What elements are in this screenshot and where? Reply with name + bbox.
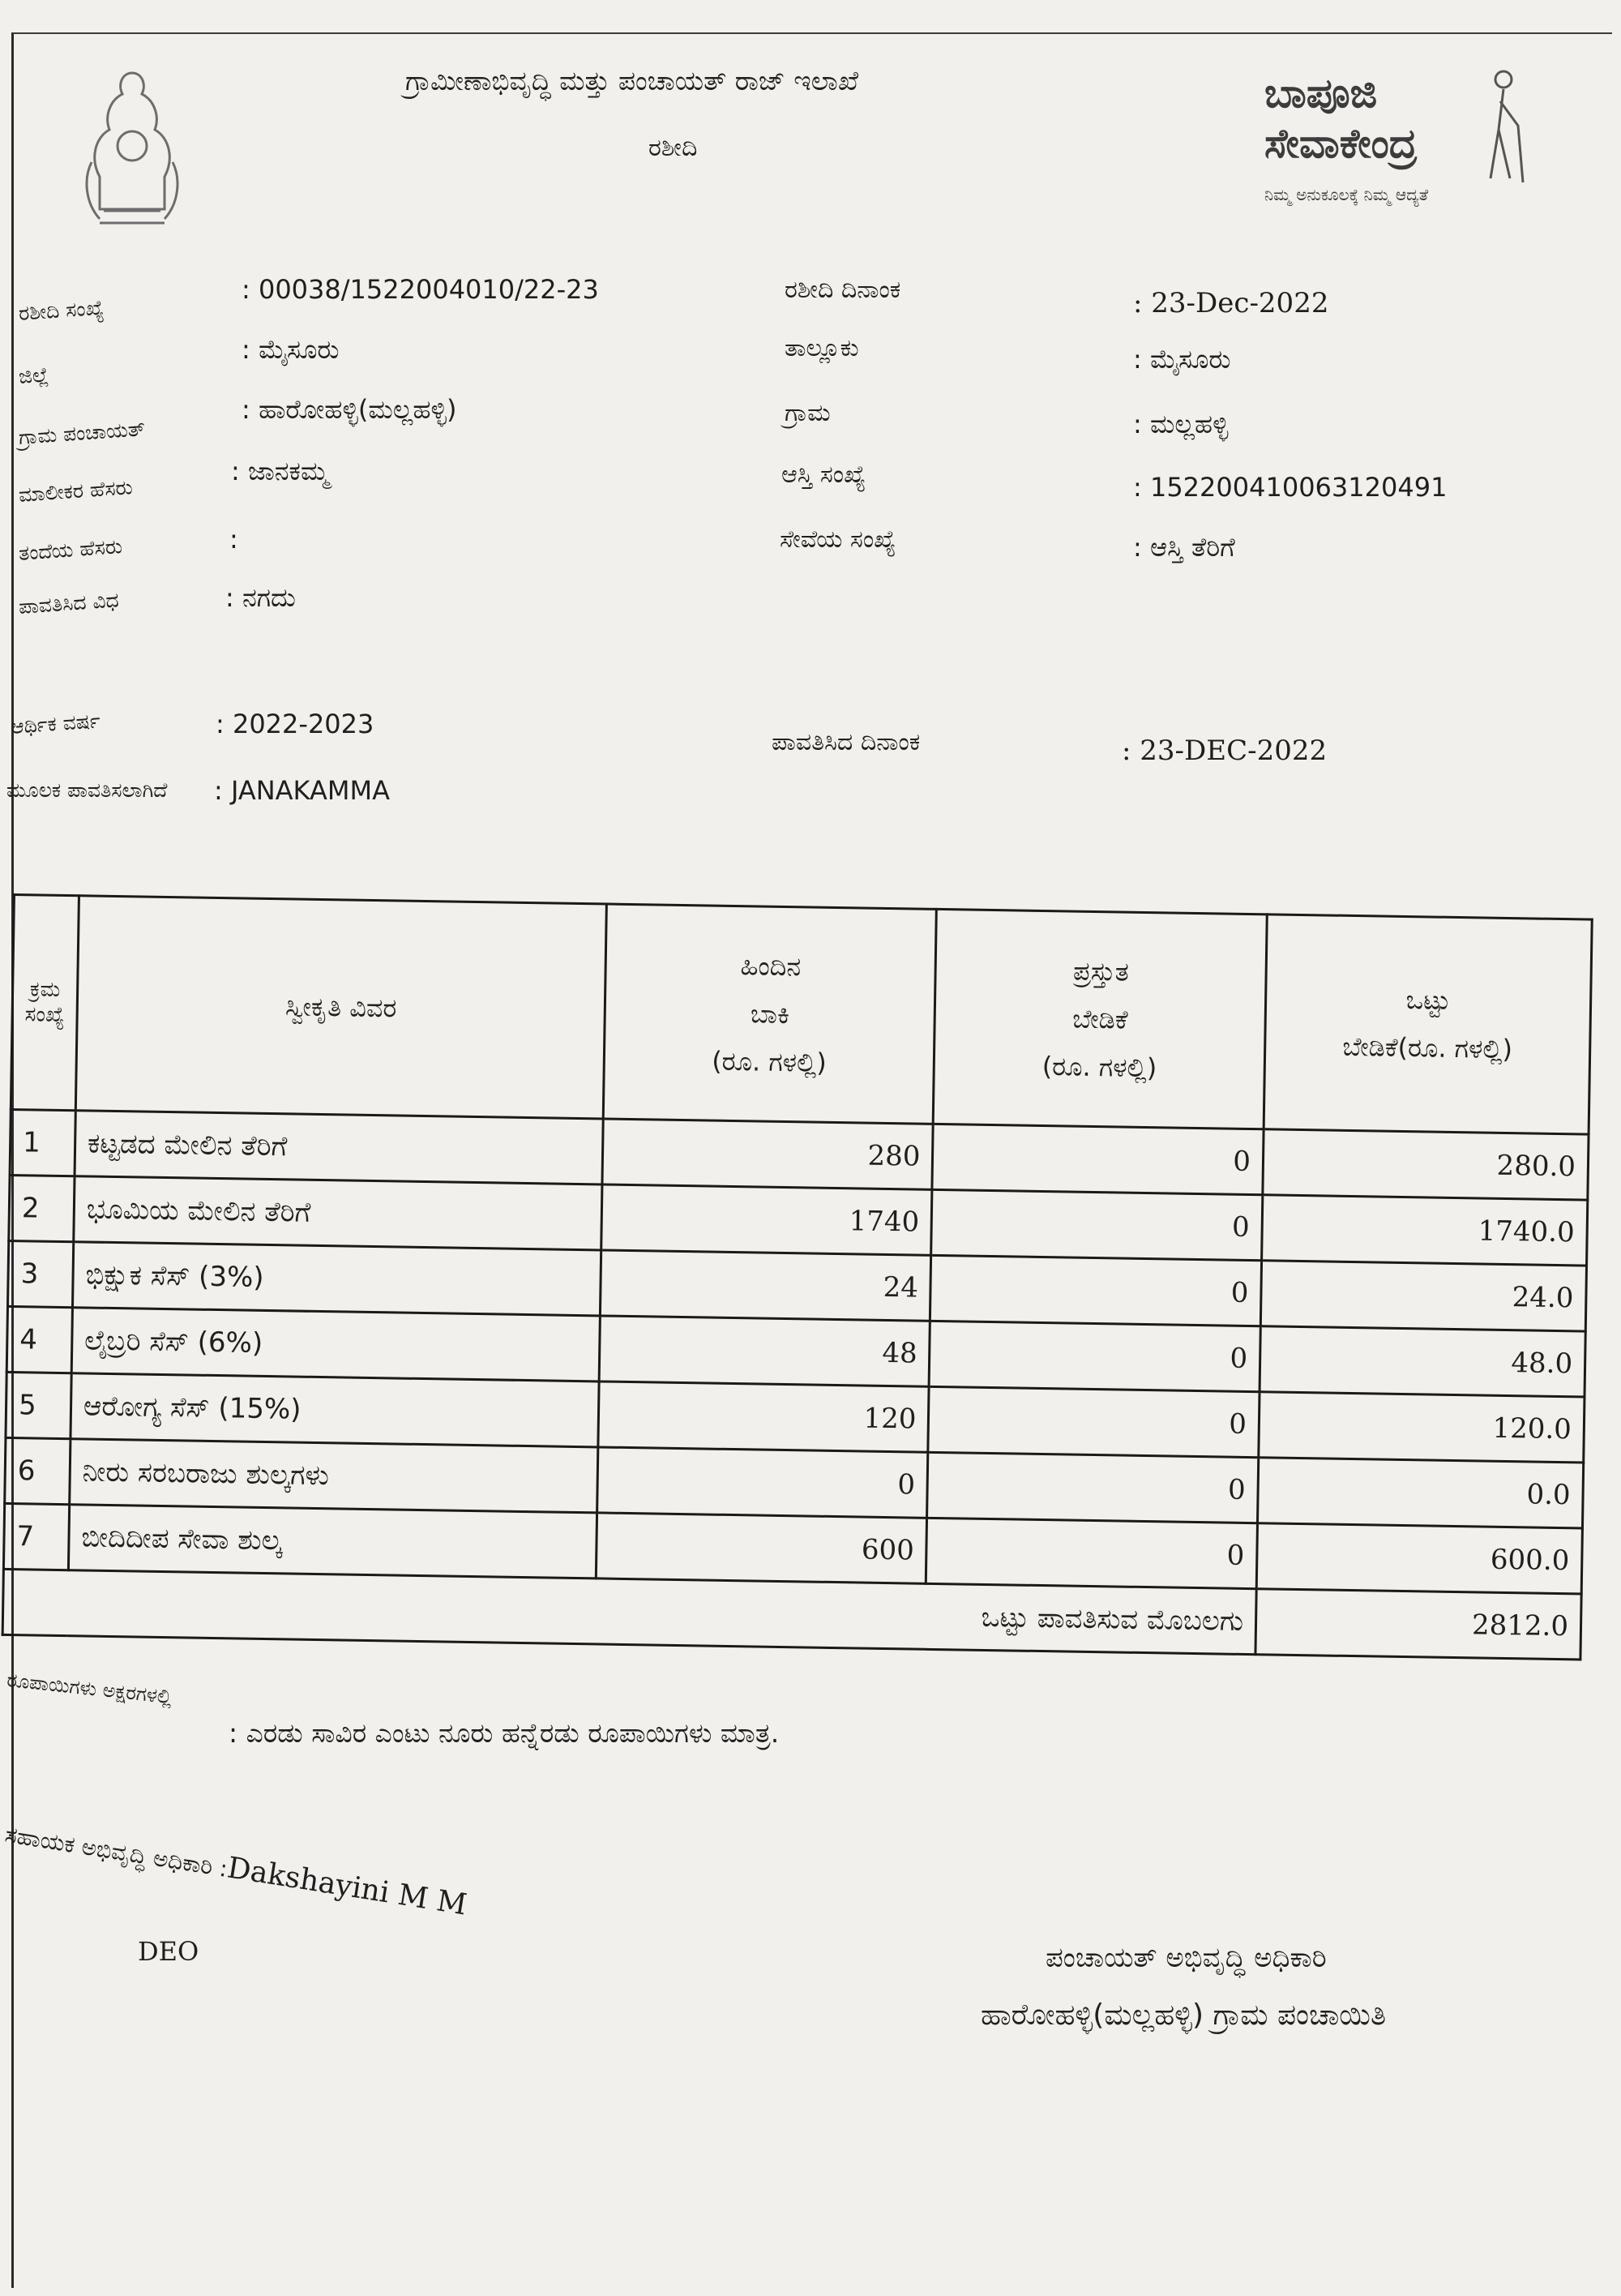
row-desc: ಭೂಮಿಯ ಮೇಲಿನ ತೆರಿಗೆ: [74, 1176, 602, 1250]
taluk-label: ತಾಲ್ಲೂಕು: [785, 334, 859, 362]
row-curr: 0: [931, 1189, 1263, 1260]
row-prev: 120: [598, 1381, 930, 1452]
row-sl: 6: [5, 1437, 71, 1504]
row-total: 120.0: [1259, 1392, 1585, 1463]
col-previous-balance: [603, 904, 937, 1124]
row-sl: 1: [10, 1109, 75, 1176]
paid-date-value: : 23-DEC-2022: [1122, 735, 1328, 767]
row-desc: ನೀರು ಸರಬರಾಜು ಶುಲ್ಕಗಳು: [70, 1439, 598, 1513]
gram-panchayat-name: ಹಾರೋಹಳ್ಳಿ(ಮಲ್ಲಹಳ್ಳಿ) ಗ್ರಾಮ ಪಂಚಾಯಿತಿ: [981, 1998, 1387, 2032]
col-curr-line1: ಪ್ರಸ್ತುತ: [1072, 955, 1130, 987]
row-prev: 24: [600, 1250, 931, 1321]
receipt-no-label: ರಶೀದಿ ಸಂಖ್ಯೆ: [18, 295, 105, 325]
row-curr: 0: [928, 1386, 1260, 1457]
taluk-value: : ಮೈಸೂರು: [1133, 344, 1231, 375]
amount-in-words-label: ರೂಪಾಯಿಗಳು ಅಕ್ಷರಗಳಲ್ಲಿ: [6, 1668, 173, 1709]
row-desc: ಆರೋಗ್ಯ ಸೆಸ್ (15%): [71, 1373, 599, 1447]
col-curr-line3: (ರೂ. ಗಳಲ್ಲಿ): [1041, 1050, 1157, 1083]
col-total-demand: [1264, 915, 1592, 1134]
service-no-value: : ಆಸ್ತಿ ತೆರಿಗೆ: [1133, 532, 1235, 563]
amount-in-words-value: : ಎರಡು ಸಾವಿರ ಎಂಟು ನೂರು ಹನ್ನೆರಡು ರೂಪಾಯಿಗಳು ಮಾತ್ರ.: [229, 1717, 780, 1749]
row-total: 0.0: [1257, 1458, 1583, 1528]
logo-line1: ಬಾಪೂಜಿ: [1264, 70, 1378, 117]
row-total: 280.0: [1263, 1129, 1589, 1200]
fee-table-header: [11, 895, 1592, 1135]
row-prev: 280: [602, 1119, 934, 1189]
receipt-no-value: : 00038/1522004010/22-23: [242, 274, 599, 305]
paid-date-label: ಪಾವತಿಸಿದ ದಿನಾಂಕ: [772, 728, 921, 756]
row-curr: 0: [926, 1518, 1258, 1588]
village-label: ಗ್ರಾಮ: [785, 399, 831, 427]
pdo-title: ಪಂಚಾಯತ್ ಅಭಿವೃದ್ಧಿ ಅಧಿಕಾರಿ: [1046, 1942, 1327, 1974]
owner-name-value: : ಜಾನಕಮ್ಮ: [231, 456, 329, 486]
financial-year-value: : 2022-2023: [216, 709, 374, 739]
row-curr: 0: [927, 1452, 1259, 1523]
row-total: 600.0: [1256, 1523, 1582, 1594]
row-sl: 5: [6, 1372, 71, 1438]
paid-by-value: : JANAKAMMA: [214, 775, 390, 806]
logo-line2: ಸೇವಾಕೇಂದ್ರ: [1264, 120, 1418, 167]
row-prev: 1740: [601, 1184, 933, 1255]
property-no-label: ಆಸ್ತಿ ಸಂಖ್ಯೆ: [781, 460, 866, 489]
father-name-value: :: [229, 524, 238, 555]
row-total: 48.0: [1260, 1326, 1585, 1397]
deo-role: DEO: [138, 1936, 199, 1967]
receipt-date-label: ರಶೀದಿ ದಿನಾಂಕ: [785, 276, 901, 304]
payment-mode-value: : ನಗದು: [225, 582, 296, 613]
gandhi-figure-icon: [1471, 65, 1532, 186]
district-label: ಜಿಲ್ಲೆ: [18, 362, 49, 388]
assistant-officer-label: ಸಹಾಯಕ ಅಭಿವೃದ್ಧಿ ಅಧಿಕಾರಿ :: [2, 1820, 230, 1883]
owner-name-label: ಮಾಲೀಕರ ಹೆಸರು: [18, 475, 134, 507]
row-total: 1740.0: [1262, 1195, 1588, 1266]
village-value: : ಮಲ್ಲಹಳ್ಳಿ: [1133, 409, 1229, 439]
department-title: ಗ್ರಾಮೀಣಾಭಿವೃದ್ಧಿ ಮತ್ತು ಪಂಚಾಯತ್ ರಾಜ್ ಇಲಾಖೆ: [405, 65, 859, 96]
total-value: 2812.0: [1255, 1589, 1581, 1660]
col-prev-line2: ಬಾಕಿ: [750, 997, 790, 1030]
property-no-value: : 152200410063120491: [1133, 472, 1448, 503]
document-title: ರಶೀದಿ: [648, 134, 698, 162]
col-total-line2: ಬೇಡಿಕೆ(ರೂ. ಗಳಲ್ಲಿ): [1342, 1030, 1513, 1065]
col-prev-line1: ಹಿಂದಿನ: [740, 949, 802, 982]
financial-year-label: ಆರ್ಥಿಕ ವರ್ಷ: [10, 709, 101, 739]
col-curr-line2: ಬೇಡಿಕೆ: [1072, 1003, 1128, 1035]
row-total: 24.0: [1260, 1261, 1586, 1331]
row-sl: 7: [3, 1503, 69, 1570]
row-prev: 48: [599, 1316, 930, 1386]
assistant-officer-name: Dakshayini M M: [225, 1851, 469, 1922]
row-desc: ಬೀದಿದೀಪ ಸೇವಾ ಶುಲ್ಕ: [68, 1505, 597, 1578]
district-value: : ಮೈಸೂರು: [242, 334, 340, 365]
row-curr: 0: [932, 1124, 1264, 1194]
row-sl: 3: [7, 1240, 73, 1307]
receipt-date-value: : 23-Dec-2022: [1133, 287, 1329, 319]
col-sl-no: ಕ್ರಮ ಸಂಖ್ಯೆ: [11, 895, 79, 1111]
service-no-label: ಸೇವೆಯ ಸಂಖ್ಯೆ: [780, 525, 896, 554]
col-prev-line3: (ರೂ. ಗಳಲ್ಲಿ): [711, 1045, 828, 1078]
total-label: ಒಟ್ಟು ಪಾವತಿಸುವ ಮೊಬಲಗು: [2, 1569, 1256, 1654]
row-desc: ಕಟ್ಟಡದ ಮೇಲಿನ ತೆರಿಗೆ: [75, 1111, 603, 1184]
payment-mode-label: ಪಾವತಿಸಿದ ವಿಧ: [18, 588, 120, 619]
father-name-label: ತಂದೆಯ ಹೆಸರು: [18, 534, 123, 565]
paid-by-label: ಮೂಲಕ ಪಾವತಿಸಲಾಗಿದೆ: [6, 778, 168, 802]
row-curr: 0: [930, 1321, 1261, 1391]
gram-panchayat-value: : ಹಾರೋಹಳ್ಳಿ(ಮಲ್ಲಹಳ್ಳಿ): [242, 394, 457, 425]
row-prev: 0: [597, 1447, 928, 1518]
bapuji-seva-kendra-logo: [1264, 63, 1532, 217]
col-description: ಸ್ವೀಕೃತಿ ವಿವರ: [75, 896, 606, 1119]
logo-tagline: ನಿಮ್ಮ ಅನುಕೂಲಕ್ಕೆ ನಿಮ್ಮ ಆದ್ಯತೆ: [1264, 185, 1429, 204]
row-sl: 4: [6, 1306, 72, 1373]
row-desc: ಭಿಕ್ಷುಕ ಸೆಸ್ (3%): [72, 1242, 601, 1316]
col-total-line1: ಒಟ್ಟು: [1405, 984, 1451, 1016]
fee-table: [2, 893, 1593, 1661]
row-curr: 0: [930, 1255, 1262, 1326]
row-sl: 2: [9, 1175, 75, 1241]
state-emblem-icon: [71, 65, 193, 235]
gram-panchayat-label: ಗ್ರಾಮ ಪಂಚಾಯತ್: [18, 417, 146, 449]
row-prev: 600: [596, 1513, 927, 1583]
col-current-demand: [934, 909, 1268, 1129]
row-desc: ಲೈಬ್ರರಿ ಸೆಸ್ (6%): [71, 1308, 600, 1381]
